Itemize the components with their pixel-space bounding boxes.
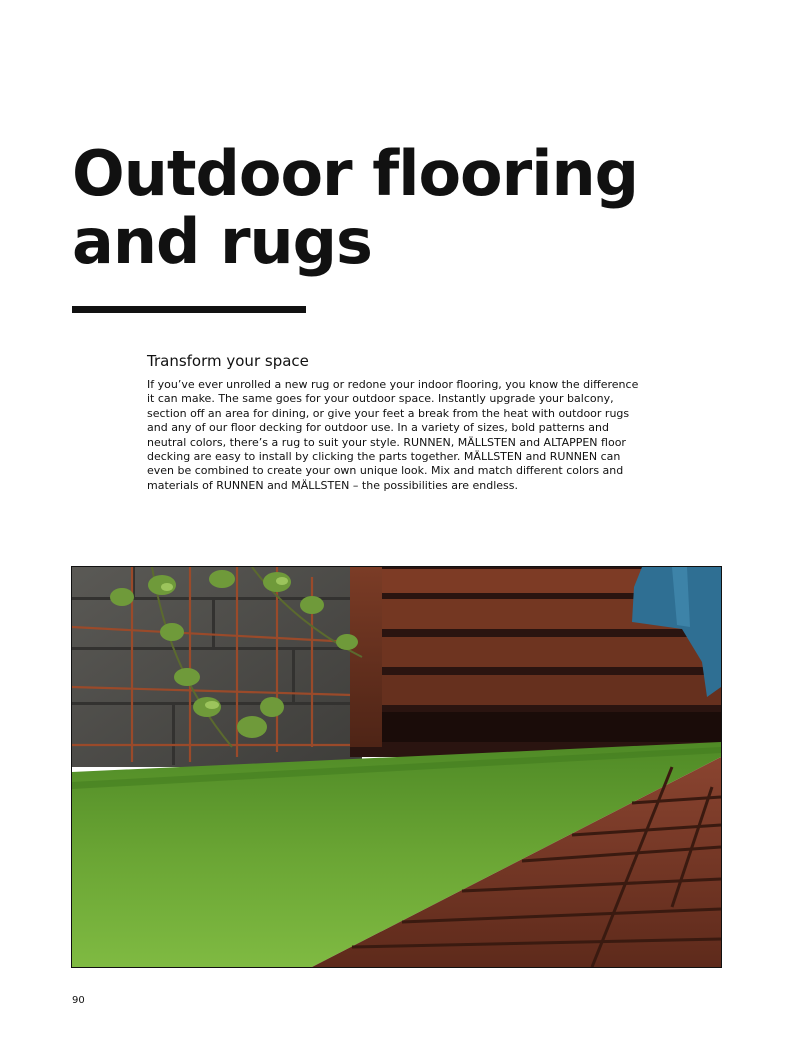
page-number: 90 (72, 995, 85, 1006)
photo-illustration (72, 567, 721, 967)
body-paragraph: If you’ve ever unrolled a new rug or redone your indoor flooring, you know the difference it can make. The same goes for your outdoor space. Instantly upgrade your balcony, section off an area for dining, or give your feet a break from the heat with outdoor rugs and any of our floor decking for outdoor use. In a variety of sizes, bold patterns and neutral colors, there’s a rug to suit your style. RUNNEN, MÄLLSTEN and ALTAPPEN floor decking are easy to install by clicking the parts together. MÄLLSTEN and RUNNEN can even be combined to create your own unique look. Mix and match different colors and materials of RUNNEN and MÄLLSTEN – the possibilities are endless. (147, 378, 639, 492)
page-title: Outdoor flooring and rugs (72, 137, 638, 278)
outdoor-rug-and-decking-photo (71, 566, 722, 968)
section-subtitle: Transform your space (147, 352, 309, 370)
title-rule (72, 306, 306, 313)
